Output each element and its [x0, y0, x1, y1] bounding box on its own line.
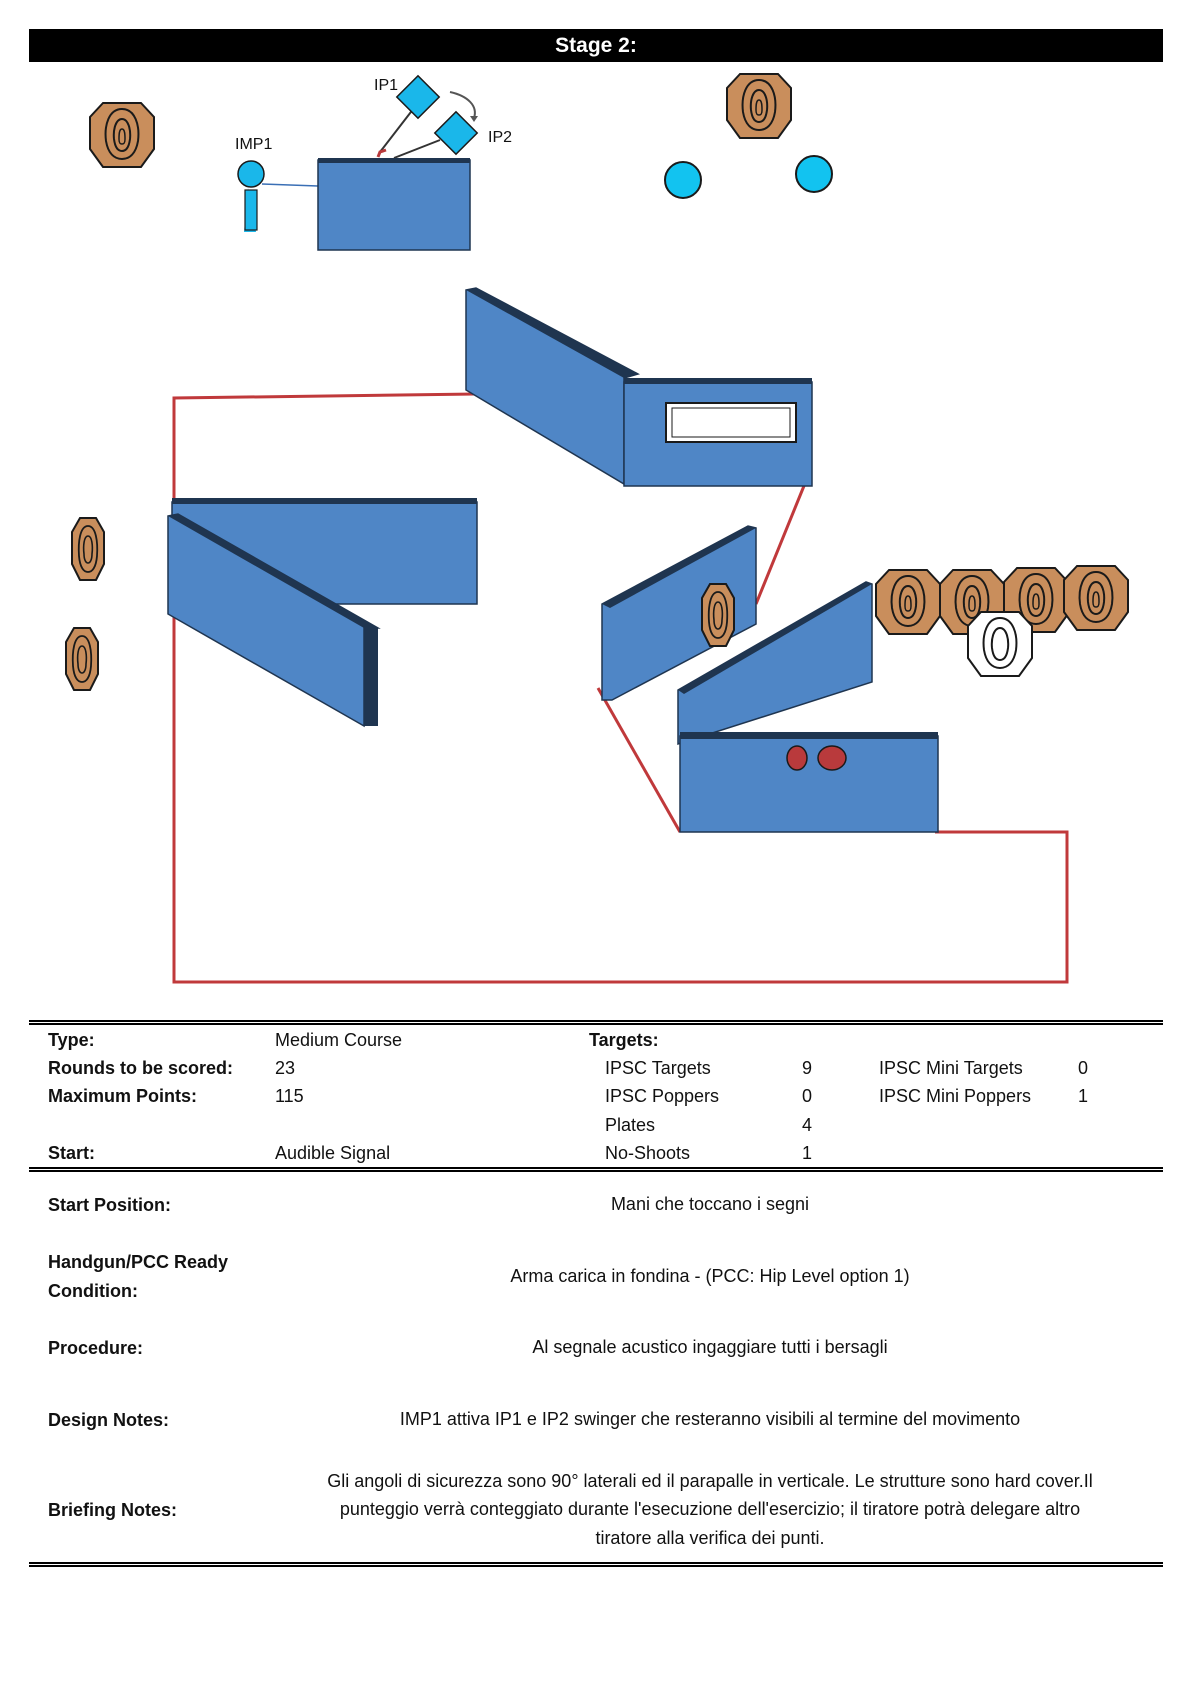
ipsc-target-side [66, 628, 98, 690]
label-ip1: IP1 [374, 77, 399, 94]
design-notes-value: IMP1 attiva IP1 e IP2 swinger che resteranno visibili al termine del movimento [399, 1409, 1021, 1429]
start-position-label: Start Position: [48, 1195, 172, 1215]
ipsc-target-side [702, 584, 734, 646]
ipsc-target [90, 103, 154, 167]
ready-condition-label-2: Condition: [48, 1281, 138, 1301]
targets-poppers-value: 0 [802, 1086, 813, 1106]
points-label: Maximum Points: [48, 1086, 198, 1106]
ipsc-target-side [72, 518, 104, 580]
targets-ipsc-label: IPSC Targets [605, 1058, 711, 1078]
steel-plate [665, 162, 701, 198]
ready-condition-label-1: Handgun/PCC Ready [48, 1252, 229, 1272]
rounds-label: Rounds to be scored: [48, 1058, 234, 1078]
mini-popper-imp1 [238, 161, 318, 232]
points-value: 115 [275, 1086, 304, 1106]
mini-targets-value: 0 [1078, 1058, 1089, 1078]
wall-top-angled [466, 288, 812, 486]
footer-rule [29, 1562, 1163, 1567]
ipsc-target [727, 74, 791, 138]
hardcover-mark [818, 746, 846, 770]
briefing-notes-line-1: Gli angoli di sicurezza sono 90° laterali ed il parapalle in verticale. Le strutture sono hard cover.Il [327, 1471, 1093, 1491]
targets-plates-label: Plates [605, 1115, 656, 1135]
start-value: Audible Signal [275, 1143, 391, 1163]
hardcover-mark [787, 746, 807, 770]
type-value: Medium Course [275, 1030, 403, 1050]
targets-plates-value: 4 [802, 1115, 813, 1135]
wall-start [318, 158, 470, 250]
targets-ipsc-value: 9 [802, 1058, 813, 1078]
mini-targets-label: IPSC Mini Targets [879, 1058, 1023, 1078]
mini-poppers-label: IPSC Mini Poppers [879, 1086, 1032, 1106]
label-ip2: IP2 [488, 129, 513, 146]
targets-poppers-label: IPSC Poppers [605, 1086, 720, 1106]
rounds-value: 23 [275, 1058, 296, 1078]
briefing-notes-line-3: tiratore alla verifica dei punti. [595, 1528, 825, 1548]
no-shoot-target [968, 612, 1032, 676]
summary-top-rule [29, 1020, 1163, 1025]
ipsc-target [1064, 566, 1128, 630]
label-imp1: IMP1 [235, 136, 273, 153]
procedure-value: Al segnale acustico ingaggiare tutti i bersagli [532, 1337, 888, 1357]
start-label: Start: [48, 1143, 96, 1163]
targets-label: Targets: [589, 1030, 659, 1050]
briefing-notes-label: Briefing Notes: [48, 1500, 178, 1520]
briefing-notes-line-2: punteggio verrà conteggiato durante l'esecuzione dell'esercizio; il tiratore potrà delegare altro [339, 1499, 1081, 1519]
type-label: Type: [48, 1030, 95, 1050]
mini-poppers-value: 1 [1078, 1086, 1089, 1106]
ipsc-target [876, 570, 940, 634]
ready-condition-value: Arma carica in fondina - (PCC: Hip Level option 1) [510, 1266, 910, 1286]
start-position-value: Mani che toccano i segni [610, 1194, 810, 1214]
targets-noshoots-label: No-Shoots [605, 1143, 691, 1163]
targets-noshoots-value: 1 [802, 1143, 813, 1163]
wall-left [168, 498, 477, 726]
design-notes-label: Design Notes: [48, 1410, 170, 1430]
stage-title: Stage 2: [555, 33, 637, 57]
summary-bottom-rule [29, 1167, 1163, 1172]
steel-plate [796, 156, 832, 192]
procedure-label: Procedure: [48, 1338, 144, 1358]
